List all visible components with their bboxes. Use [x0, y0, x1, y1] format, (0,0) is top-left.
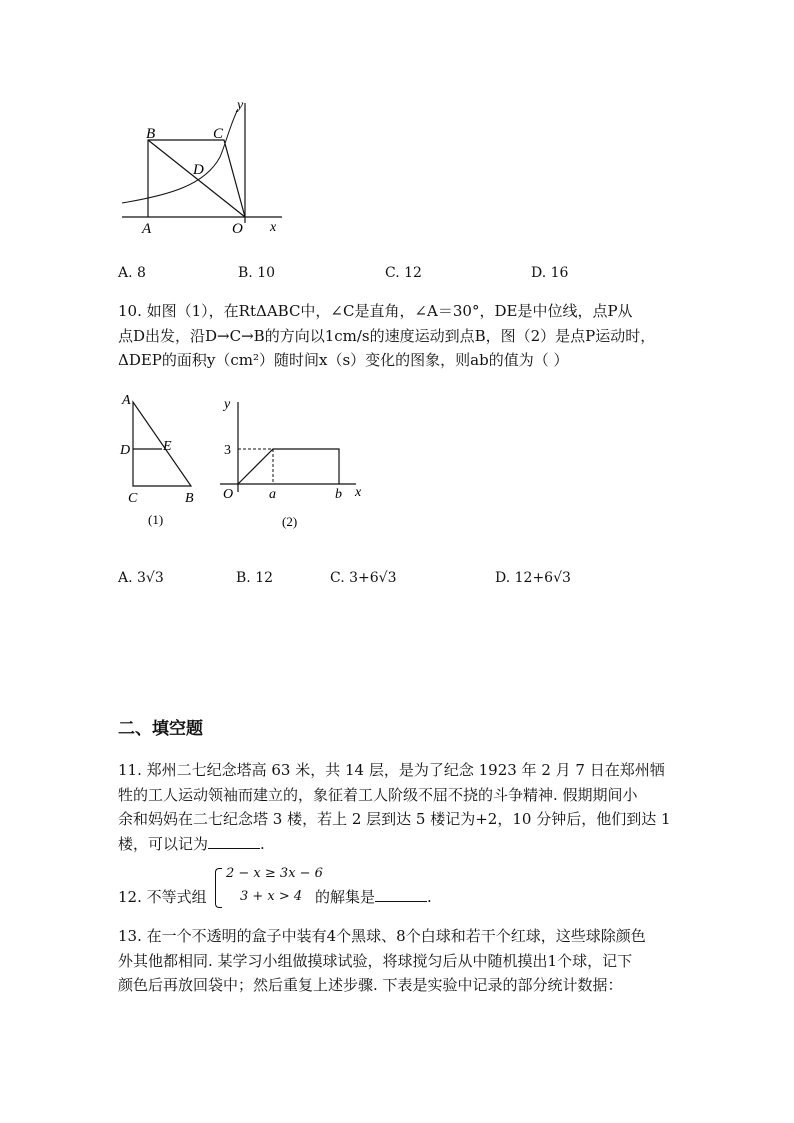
q12-brace — [215, 868, 222, 908]
q10-fig2-graph — [238, 449, 339, 484]
q10-fig1-label-B: B — [185, 491, 194, 506]
q12-end: . — [427, 888, 432, 906]
q10-fig2-label-O: O — [223, 487, 234, 502]
q10-figure-2 — [212, 392, 372, 532]
q11-answer-blank[interactable] — [208, 833, 260, 849]
q11-line-1: 11. 郑州二七纪念塔高 63 米，共 14 层，是为了纪念 1923 年 2 月 7 日在郑州牺 — [118, 761, 665, 779]
q9-label-B: B — [146, 126, 156, 142]
section-title: 二、填空题 — [118, 719, 203, 739]
q10-option-a[interactable]: A. 3√3 — [118, 570, 164, 586]
q12-suffix: 的解集是 — [315, 888, 376, 906]
q9-label-O: O — [232, 221, 243, 237]
q10-triangle — [133, 402, 191, 486]
q10-line-1: 10. 如图（1），在RtΔABC中，∠C是直角，∠A＝30°，DE是中位线，点P从 — [118, 302, 633, 320]
q12-inequality-2: 3 + x > 4 — [240, 889, 303, 904]
q11-line-2: 牲的工人运动领袖而建立的，象征着工人阶级不屈不挠的斗争精神. 假期期间小 — [118, 786, 638, 804]
q11-line-4 — [118, 831, 265, 858]
q10-line-3: ΔDEP的面积y（cm²）随时间x（s）变化的图象，则ab的值为（ ） — [118, 351, 569, 369]
q10-fig2-caption: (2) — [282, 514, 298, 529]
q9-label-y: y — [237, 98, 244, 113]
q11-line-4-text: 楼，可以记为 — [118, 835, 209, 853]
q10-fig2-label-b: b — [335, 487, 342, 502]
q9-label-x: x — [270, 220, 277, 235]
q12-answer-blank[interactable] — [375, 886, 427, 902]
q9-option-c[interactable]: C. 12 — [385, 265, 422, 281]
q10-fig2-label-3: 3 — [224, 443, 231, 458]
q9-curve — [122, 109, 238, 203]
q9-label-A: A — [142, 221, 152, 237]
q10-fig1-label-D: D — [120, 443, 131, 458]
q9-diagonal-bo — [148, 140, 245, 217]
q10-fig2-label-x: x — [355, 485, 362, 500]
q11-end: . — [260, 835, 265, 853]
q12-prefix: 12. 不等式组 — [118, 888, 207, 906]
q10-fig2-label-a: a — [269, 487, 276, 502]
q10-option-d[interactable]: D. 12+6√3 — [495, 570, 571, 586]
q13-line-2: 外其他都相同. 某学习小组做摸球试验，将球搅匀后从中随机摸出1个球，记下 — [118, 952, 633, 970]
q9-label-D: D — [193, 162, 204, 178]
q10-fig1-caption: (1) — [148, 512, 164, 527]
q10-line-2: 点D出发，沿D→C→B的方向以1cm/s的速度运动到点B，图（2）是点P运动时， — [118, 327, 656, 345]
q13-line-3: 颜色后再放回袋中；然后重复上述步骤. 下表是实验中记录的部分统计数据： — [118, 976, 623, 994]
q9-option-a[interactable]: A. 8 — [118, 265, 146, 281]
q9-option-d[interactable]: D. 16 — [531, 265, 569, 281]
q10-fig1-label-A: A — [122, 393, 131, 408]
q9-label-C: C — [213, 126, 224, 142]
q11-line-3: 余和妈妈在二七纪念塔 3 楼，若上 2 层到达 5 楼记为+2，10 分钟后，他们到达 1 — [118, 810, 671, 828]
q10-option-c[interactable]: C. 3+6√3 — [330, 570, 397, 586]
q10-fig1-label-E: E — [163, 439, 172, 454]
q9-option-b[interactable]: B. 10 — [238, 265, 276, 281]
q9-figure — [110, 95, 300, 240]
q13-line-1: 13. 在一个不透明的盒子中装有4个黑球、8个白球和若干个红球，这些球除颜色 — [118, 927, 646, 945]
q10-figure-1 — [112, 390, 212, 530]
q10-option-b[interactable]: B. 12 — [236, 570, 274, 586]
q10-fig1-label-C: C — [128, 491, 138, 506]
q12-suffix-line — [315, 884, 432, 911]
q10-fig2-label-y: y — [224, 397, 231, 412]
q12-inequality-1: 2 − x ≥ 3x − 6 — [226, 866, 323, 881]
